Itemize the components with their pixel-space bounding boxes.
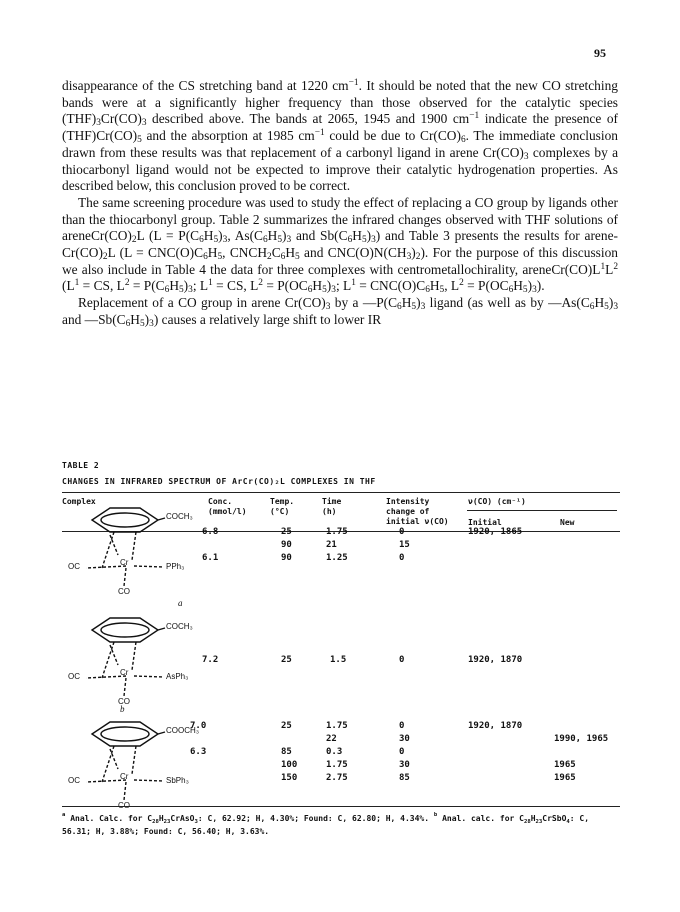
row3-time: 1.75 22 0.3 1.75 2.75 xyxy=(326,721,348,783)
row1-intensity: 0 15 0 xyxy=(399,527,410,563)
row2-temp: 25 xyxy=(281,655,292,665)
row3-conc: 7.0 6.3 xyxy=(190,721,207,757)
substituent-label: COCH₃ xyxy=(166,512,193,521)
row3-new: 1990, 1965 1965 1965 xyxy=(554,734,609,783)
header-intensity: Intensity change of initial ν(CO) xyxy=(386,497,449,526)
page-number: 95 xyxy=(594,46,606,60)
row1-time: 1.75 21 1.25 xyxy=(326,527,348,563)
footnote-marker-a: a xyxy=(178,598,183,608)
header-new: New xyxy=(560,518,575,527)
row2-intensity: 0 xyxy=(399,655,405,665)
co-label: CO xyxy=(118,697,130,706)
cr-label: Cr xyxy=(120,668,129,677)
row1-conc: 6.8 6.1 xyxy=(202,527,219,563)
footnote-marker-b: b xyxy=(120,704,125,714)
row3-temp: 25 85 100 150 xyxy=(281,721,298,783)
header-nu-co: ν(CO) (cm⁻¹) xyxy=(468,497,526,506)
cr-label: Cr xyxy=(120,772,129,781)
oc-label: OC xyxy=(68,562,80,571)
header-temp: Temp. (°C) xyxy=(270,497,295,516)
row3-initial: 1920, 1870 xyxy=(468,721,523,731)
table-label: TABLE 2 xyxy=(62,461,100,470)
substituent-label: COOCH₃ xyxy=(166,726,200,735)
substituent-label: COCH₃ xyxy=(166,622,193,631)
row1-temp: 25 90 90 xyxy=(281,527,292,563)
body-text xyxy=(62,78,618,329)
header-complex: Complex xyxy=(62,497,96,506)
oc-label: OC xyxy=(68,672,80,681)
oc-label: OC xyxy=(68,776,80,785)
structure-2 xyxy=(62,610,197,710)
co-label: CO xyxy=(118,801,130,810)
table-top-rule xyxy=(62,492,620,493)
paragraph-2: The same screening procedure was used to study the effect of replacing a CO group by ligands other than the thiocarbonyl group. Table 2 summarizes the infrared changes observed with THF solutions of $areneCr(CO)_2L$ ($L = P(C_6H_5)_3$, $As(C_6H_5)_3$ and $Sb(C_6H_5)_3$) and Table 3 presents the results for arene-$Cr(CO)_2L$ ($L = CNC(O)C_6H_5$, $CNCH_2C_6H_5$ and $CNC(O)N(CH_3)_2$). For the purpose of this discussion we also include in Table 4 the data for three complexes with centrometallochirality, $areneCr(CO)L^1L^2$ ($L^1$ = CS, $L^2 = P(C_6H_5)_3$; $L^1$ = CS, $L^2 = P(OC_6H_5)_3$; $L^1 = CNC(O)C_6H_5$, $L^2 = P(OC_6H_5)_3$). xyxy=(62,194,618,296)
ligand-label: SbPh₃ xyxy=(166,776,189,785)
row3-intensity: 0 30 0 30 85 xyxy=(399,721,410,783)
cr-label: Cr xyxy=(120,558,129,567)
table-footnote: $^a$ Anal. Calc. for $C_{28}H_{23}CrAsO_3$: C, 62.92; H, 4.30%; Found: C, 62.80; H, 4.34%. $^b$ Anal. calc. for $C_{28}H_{23}CrSbO_4$: C, 56.31; H, 3.88%; Found: C, 56.40; H, 3.63%. xyxy=(62,812,590,836)
header-initial: Initial xyxy=(468,518,502,527)
row1-initial: 1920, 1865 xyxy=(468,527,523,537)
row2-initial: 1920, 1870 xyxy=(468,655,523,665)
table-title: CHANGES IN INFRARED SPECTRUM OF ArCr(CO)₂L COMPLEXES IN THF xyxy=(62,477,376,486)
table-bottom-rule xyxy=(62,806,620,807)
paragraph-3: Replacement of a CO group in arene $Cr(CO)_3$ by a $—P(C_6H_5)_3$ ligand (as well as by $—As(C_6H_5)_3$ and $—Sb(C_6H_5)_3$) causes a relatively large shift to lower IR xyxy=(62,295,618,329)
co-label: CO xyxy=(118,587,130,596)
row2-conc: 7.2 xyxy=(202,655,219,665)
header-time: Time (h) xyxy=(322,497,342,516)
ligand-label: PPh₃ xyxy=(166,562,185,571)
header-conc: Conc. (mmol/l) xyxy=(208,497,247,516)
structure-1 xyxy=(62,500,197,600)
header-subrule xyxy=(467,510,617,511)
row2-time: 1.5 xyxy=(330,655,347,665)
paragraph-1: disappearance of the CS stretching band at 1220 $cm^{-1}$. It should be noted that the new CO stretching bands were at a significantly higher frequency than those observed for the catalytic species $(THF)_3Cr(CO)_3$ described above. The bands at 2065, 1945 and 1900 $cm^{-1}$ indicate the presence of $(THF)Cr(CO)_5$ and the absorption at 1985 $cm^{-1}$ could be due to $Cr(CO)_6$. The immediate conclusion drawn from these results was that replacement of a carbonyl ligand in arene $Cr(CO)_3$ complexes by a thiocarbonyl ligand would not be expected to improve their catalytic hydrogenation properties. As described below, this conclusion proved to be correct. xyxy=(62,78,619,194)
ligand-label: AsPh₃ xyxy=(166,672,189,681)
